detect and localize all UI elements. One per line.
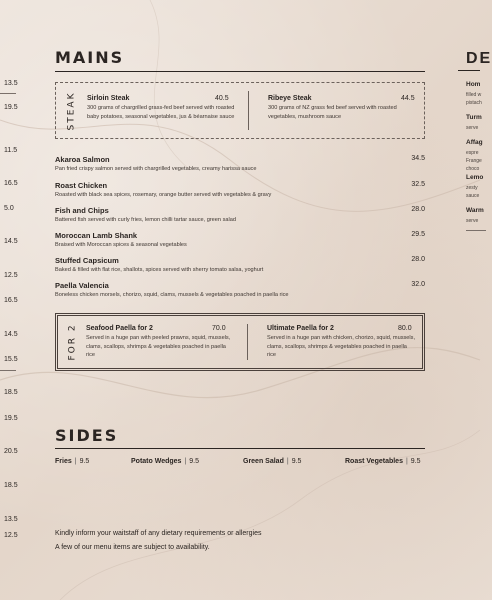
right-item-name: Lemo [466,174,484,181]
left-price: 14.5 [4,238,18,245]
item-description: Braised with Moroccan spices & seasonal vegetables [55,242,187,248]
right-item-desc: choco [466,166,480,172]
for-two-label: FOR 2 [67,323,78,361]
menu-item [55,206,425,223]
item-price: 80.0 [398,325,412,332]
item-description: 300 grams of chargrilled grass-fed beef served with roasted baby potatoes, seasonal vegetables, jus & béarnaise sauce [87,105,235,120]
dietary-note: Kindly inform your waitstaff of any dietary requirements or allergies [55,530,262,537]
side-item [345,458,421,465]
item-price: 28.0 [411,256,425,263]
menu-item [55,281,425,298]
side-separator: | [286,458,289,465]
item-price: 29.5 [411,231,425,238]
item-price: 34.5 [411,155,425,162]
left-price: 16.5 [4,180,18,187]
item-description: Roasted with black sea spices, rosemary, orange butter served with vegetables & gravy [55,192,272,198]
item-description: Boneless chicken morsels, chorizo, squid, clams, mussels & vegetables poached in paella rice [55,292,289,298]
item-name: Fish and Chips [55,206,109,215]
right-item-name: Affag [466,139,483,146]
item-price: 44.5 [401,95,415,102]
availability-note: A few of our menu items are subject to availability. [55,544,210,551]
right-divider [466,230,486,231]
item-price: 32.0 [411,281,425,288]
left-price: 16.5 [4,297,18,304]
right-section-rule [458,70,480,71]
left-price: 11.5 [4,147,18,154]
item-name: Stuffed Capsicum [55,256,119,265]
right-item-desc: serve [466,218,479,224]
sides-title: SIDES [55,426,119,445]
side-name: Potato Wedges [131,458,182,465]
side-separator: | [74,458,77,465]
side-item [131,458,199,465]
item-description: Baked & filled with flat rice, shallots, spices served with sherry tomato salsa, yoghurt [55,267,264,273]
steak-label: STEAK [66,91,77,130]
item-price: 32.5 [411,181,425,188]
right-item-name: Hom [466,81,481,88]
right-item-desc: Frange [466,158,482,164]
previous-page-prices [0,0,20,600]
right-item-desc: pistach [466,100,482,106]
side-price: 9.5 [189,458,199,465]
right-item-desc: espre [466,150,479,156]
left-price: 19.5 [4,415,18,422]
left-price: 13.5 [4,80,18,87]
side-price: 9.5 [291,458,302,465]
item-name: Moroccan Lamb Shank [55,231,138,240]
side-price: 9.5 [79,458,90,465]
menu-item-sirloin [87,95,237,121]
item-description: Served in a huge pan with peeled prawns, squid, mussels, clams, scallops, shrimps & vegetables poached in paella rice [86,335,231,358]
item-price: 28.0 [411,206,425,213]
item-name: Ultimate Paella for 2 [267,325,334,332]
left-price: 15.5 [4,356,18,363]
item-name: Roast Chicken [55,181,108,190]
left-divider [0,93,16,94]
side-separator: | [405,458,408,465]
menu-item [55,256,425,273]
right-item-desc: zesty [466,185,478,191]
right-item-desc: sauce [466,193,480,199]
mains-title: MAINS [55,48,125,67]
item-price: 40.5 [215,95,229,102]
menu-item-ribeye [268,95,418,121]
left-divider [0,370,16,371]
item-description: Served in a huge pan with chicken, chorizo, squid, mussels, clams, scallops, shrimps & vegetables poached in paella rice [267,335,416,358]
left-price: 18.5 [4,389,18,396]
left-price: 13.5 [4,516,18,523]
side-name: Green Salad [243,458,284,465]
item-description: 300 grams of NZ grass fed beef served with roasted vegetables, mushroom sauce [268,105,397,120]
right-item-desc: serve [466,125,479,131]
menu-item [55,155,425,172]
left-price: 12.5 [4,272,18,279]
item-name: Ribeye Steak [268,95,312,102]
item-name: Akaroa Salmon [55,155,110,164]
item-description: Battered fish served with curly fries, lemon chilli tartar sauce, green salad [55,217,236,223]
side-separator: | [184,458,187,465]
item-price: 70.0 [212,325,226,332]
side-item [55,458,89,465]
steak-box [55,82,425,139]
menu-item [55,231,425,248]
right-item-name: Warm [466,207,484,214]
next-page-strip [458,0,492,600]
for-two-divider [247,324,248,360]
item-name: Paella Valencia [55,281,109,290]
menu-item-ultimate-paella [267,325,417,360]
item-name: Seafood Paella for 2 [86,325,153,332]
steak-divider [248,91,249,130]
right-section-title: DE [466,50,492,67]
sides-rule [55,448,425,449]
left-price: 18.5 [4,482,18,489]
side-price: 9.5 [410,458,421,465]
right-item-name: Turm [466,114,482,121]
left-price: 12.5 [4,532,18,539]
item-description: Pan fried crispy salmon served with chargrilled vegetables, creamy harissa sauce [55,166,257,172]
for-two-box [55,313,425,371]
side-name: Fries [55,458,72,465]
menu-item-seafood-paella [86,325,236,360]
left-price: 19.5 [4,104,18,111]
side-name: Roast Vegetables [345,458,403,465]
menu-item [55,181,425,198]
left-price: 14.5 [4,331,18,338]
item-name: Sirloin Steak [87,95,130,102]
side-item [243,458,301,465]
left-price: 5.0 [4,205,14,212]
left-price: 20.5 [4,448,18,455]
mains-rule [55,71,425,72]
right-item-desc: filled w [466,92,482,98]
